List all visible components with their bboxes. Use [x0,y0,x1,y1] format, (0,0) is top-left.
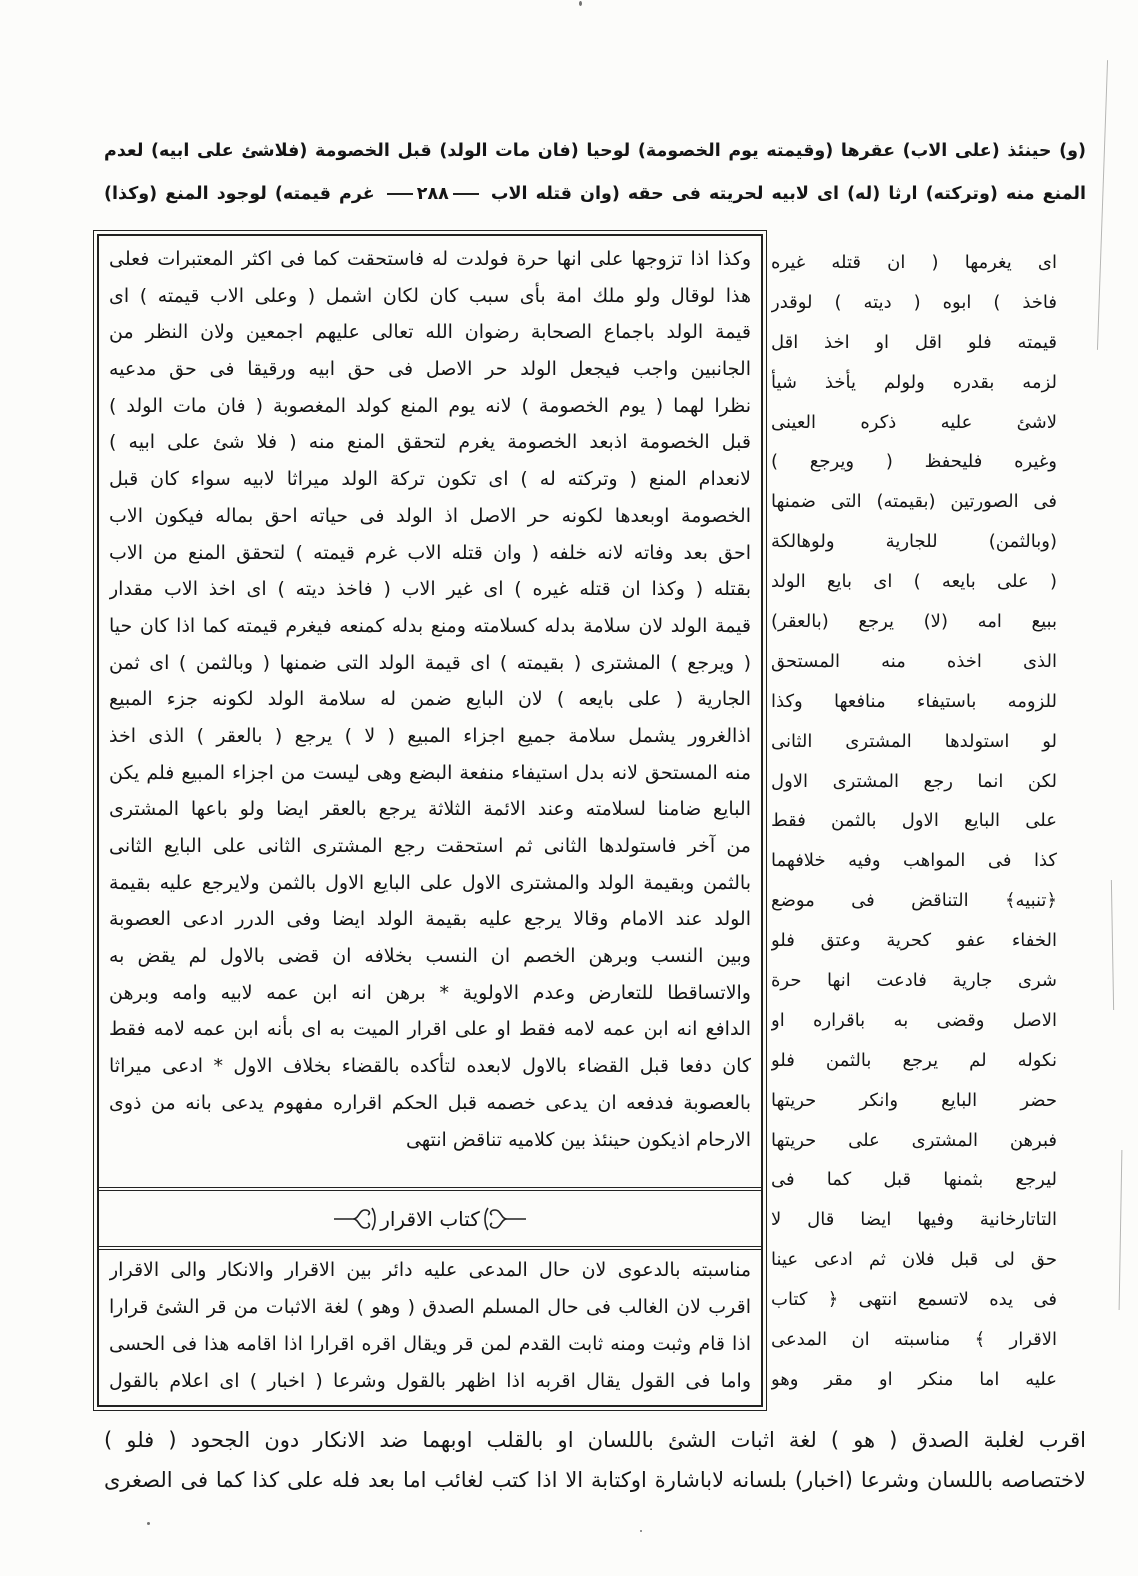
commentary-line: الولد عند الامام وقالا يرجع عليه بقيمة الولد ايضا وفى الدرر ادعى العصوبة [109,908,751,931]
commentary-line: احق بعد وفاته لانه خلفه ( وان قتله الاب غرم قيمته ) لتحقق المنع من الاب [109,541,751,564]
margin-note-line: فى يده لاتسمع انتهى ﴿ كتاب [771,1289,1057,1311]
margin-note-line: لو استولدها المشترى الثانى [771,730,1057,752]
margin-note-line: ﴿تنبيه﴾ التناقض فى موضع [771,890,1057,912]
commentary-line: قبل الخصومة اذبعد الخصومة يغرم لتحقق المنع منه ( فلا شئ على ابيه ) [109,431,751,454]
section-line: اقرب لان الغالب فى حال المسلم الصدق ( وهو ) لغة الاثبات من قر الشئ قرارا [109,1296,751,1318]
commentary-line: قيمة الولد لان سلامة بدله كسلامته ومنع بدله كمنعه فيغرم قيمته كما اذا كان حيا [109,614,751,637]
margin-note-line: حضر البايع وانكر حريتها [771,1089,1057,1111]
matn-line: (و) حينئذ (على الاب) عقرها (وقيمته يوم الخصومة) لوحيا (فان مات الولد) قبل الخصومة (فلاشئ على ابيه) لعدم [104,141,1086,161]
commentary-line: بقتله ( وكذا ان قتله غيره ) اى غير الاب ( فاخذ ديته ) اى اخذ الاب مقدار [109,578,751,601]
commentary-line: الدافع انه ابن عمه لامه فقط او على اقرار الميت به اى بأنه ابن عمه لامه فقط [109,1018,751,1041]
margin-note-line: ( على بايعه ) اى بايع الولد [771,571,1057,593]
matn-text: المنع منه (وتركته) ارثا (له) اى لابيه لحريته فى حقه (وان قتله الاب [490,184,1086,204]
commentary-line: نظرا لهما ( يوم الخصومة ) لانه يوم المنع كولد المغصوبة ( فان مات الولد ) [109,394,751,417]
margin-note-line: الخفاء عفو كحرية وعتق فلو [771,930,1057,952]
bottom-line: اقرب لغلبة الصدق ( هو ) لغة اثبات الشئ باللسان او بالقلب اوبهما ضد الانكار دون الجحود ( فلو ) [104,1428,1086,1452]
matn-text: غرم قيمته) لوجود المنع (وكذا) [104,184,375,204]
page-number-value: ٢٨٨ [416,184,449,204]
section-line: واما فى القول يقال اقربه اذا اظهر بالقول وشرعا ( اخبار ) اى اعلام بالقول [109,1370,751,1392]
margin-note-line: (وبالثمن) للجارية ولوهالكة [771,531,1057,553]
commentary-line: وكذا اذا تزوجها على انها حرة فولدت له فاستحقت كما فى اكثر المعتبرات فعلى [109,248,751,270]
scan-speck [640,1530,642,1532]
commentary-line: منه المستحق لانه بدل استيفاء منفعة البضع وهى ليست من اجزاء المبيع فلم يكن [109,761,751,784]
section-line: اذا قام وثبت ومنه ثابت القدم لمن قر ويقال اقره اقرارا اذا اقامه هذا فى الحسى [109,1333,751,1355]
bottom-line: لاختصاصه باللسان وشرعا (اخبار) بلسانه لاباشارة اوكتابة الا اذا كتب لغائب اما بعد فله على كذا كما فى الصغرى [104,1468,1086,1492]
margin-note-line: اى يغرمها ( ان قتله غيره [771,252,1057,273]
commentary-line: وبين النسب وبرهن الخصم ان النسب بخلافه ان قضى بالاول لم يقض به [109,945,751,968]
commentary-line: الجانبين واجب فيجعل الولد حر الاصل فى حق ابيه ورقيقا فى حق مدعيه [109,358,751,381]
margin-note-line: شرى جارية فادعت انها حرة [771,970,1057,992]
margin-note-line: الاصل وقضى به باقراره او [771,1009,1057,1031]
commentary-line: كان دفعا قبل القضاء بالاول لابعده لتأكده بالقضاء بخلاف الاول * ادعى ميراثا [109,1055,751,1078]
margin-note-line: فبرهن المشترى على حريتها [771,1129,1057,1151]
left-ornament-icon [332,1206,376,1232]
commentary-line: البايع ضامنا لسلامته وعند الائمة الثلاثة يرجع بالعقر ايضا ولو باعها المشترى [109,798,751,821]
commentary-line: الارحام اذيكون حينئذ بين كلاميه تناقض انتهى [405,1128,751,1151]
commentary-line: من آخر فاستولدها الثانى ثم استحقت رجع المشترى الثانى على البايع الثانى [109,835,751,857]
section-line: مناسبته بالدعوى لان حال المدعى عليه دائر بين الاقرار والانكار والى الاقرار [109,1259,751,1281]
commentary-line: لانعدام المنع ( وتركته له ) اى تكون تركة الولد ميراثا لابيه سواء كان قبل [109,468,751,491]
commentary-line: اذالغرور يشمل سلامة جميع اجزاء المبيع ( لا ) يرجع ( بالعقر ) الذى اخذ [109,724,751,747]
chapter-intro-text [109,1252,751,1400]
bottom-text [104,1420,1086,1500]
page-number [383,184,483,204]
right-ornament-icon [484,1206,528,1232]
commentary-line: الخصومة اوبعدها لكونه حر الاصل اذ الولد فى حياته احق بماله فيكون الاب [109,504,751,527]
matn-line-with-page-number [104,173,1086,216]
scan-scratch [1119,1150,1123,1310]
margin-note-line: عليه اما منكر او مقر وهو [771,1368,1057,1390]
margin-note-line: لاشئ عليه ذكره العينى [771,411,1057,433]
margin-note-line: التاتارخانية وفيها ايضا قال لا [771,1209,1057,1231]
margin-note-line: ليرجع بثمنها قبل كما فى [771,1169,1057,1191]
commentary-line: بالعصوبة فدفعه ان يدعى خصمه قبل الحكم اقراره مفهوم يدعى بانه من ذوى [109,1091,751,1114]
chapter-heading-band [99,1187,761,1250]
margin-note-line: لزمه بقدره ولولم يأخذ شيأ [771,371,1057,393]
commentary-line: والاتساقطا للتعارض وعدم الاولوية * برهن انه ابن عمه لابيه وامه وبرهن [109,981,751,1004]
commentary-line: هذا لوقال ولو ملك امة بأى سبب كان لكان اشمل ( وعلى الاب قيمته ) اى [109,284,751,307]
scan-scratch [1111,880,1114,1010]
commentary-line: الجارية ( على بايعه ) لان البايع ضمن له سلامة الولد لكونه جزء المبيع [109,688,751,711]
commentary-box [93,230,767,1411]
margin-notes [771,243,1057,1400]
margin-note-line: نكوله لم يرجع بالثمن فلو [771,1049,1057,1071]
margin-note-line: على البايع الاول بالثمن فقط [771,810,1057,832]
matn-top [104,130,1086,216]
margin-note-line: الذى اخذه منه المستحق [771,650,1057,672]
margin-note-line: ببيع امه (لا) يرجع (بالعقر) [771,611,1057,633]
margin-note-line: الاقرار ﴾ مناسبته ان المدعى [771,1329,1057,1351]
margin-note-line: كذا فى المواهب وفيه خلافهما [771,850,1057,872]
scan-speck [579,1,582,6]
margin-note-line: لكن انما رجع المشترى الاول [771,770,1057,792]
commentary-text [109,241,751,1158]
chapter-heading: كتاب الاقرار [380,1206,480,1231]
margin-note-line: قيمته فلو اقل او اخذ اقل [771,331,1057,353]
margin-note-line: فاخذ ) ابوه ( ديته ) لوقدر [771,291,1057,313]
margin-note-line: للزومه باستيفاء منافعها وكذا [771,690,1057,712]
commentary-line: قيمة الولد باجماع الصحابة رضوان الله تعالى عليهم اجمعين ولان النظر من [109,321,751,344]
margin-note-line: فى الصورتين (بقيمته) التى ضمنها [771,491,1057,513]
scan-speck [147,1522,150,1525]
commentary-line: بالثمن وبقيمة الولد والمشترى الاول على البايع الاول بالثمن ولايرجع عليه بقيمة [109,871,751,894]
margin-note-line: حق لى قبل فلان ثم ادعى عينا [771,1249,1057,1271]
commentary-box-inner [97,234,763,1407]
margin-note-line: وغيره فليحفظ ( ويرجع ) [771,451,1057,473]
commentary-line: ( ويرجع ) المشترى ( بقيمته ) اى قيمة الولد التى ضمنها ( وبالثمن ) اى ثمن [109,651,751,674]
scan-scratch [1097,60,1108,350]
